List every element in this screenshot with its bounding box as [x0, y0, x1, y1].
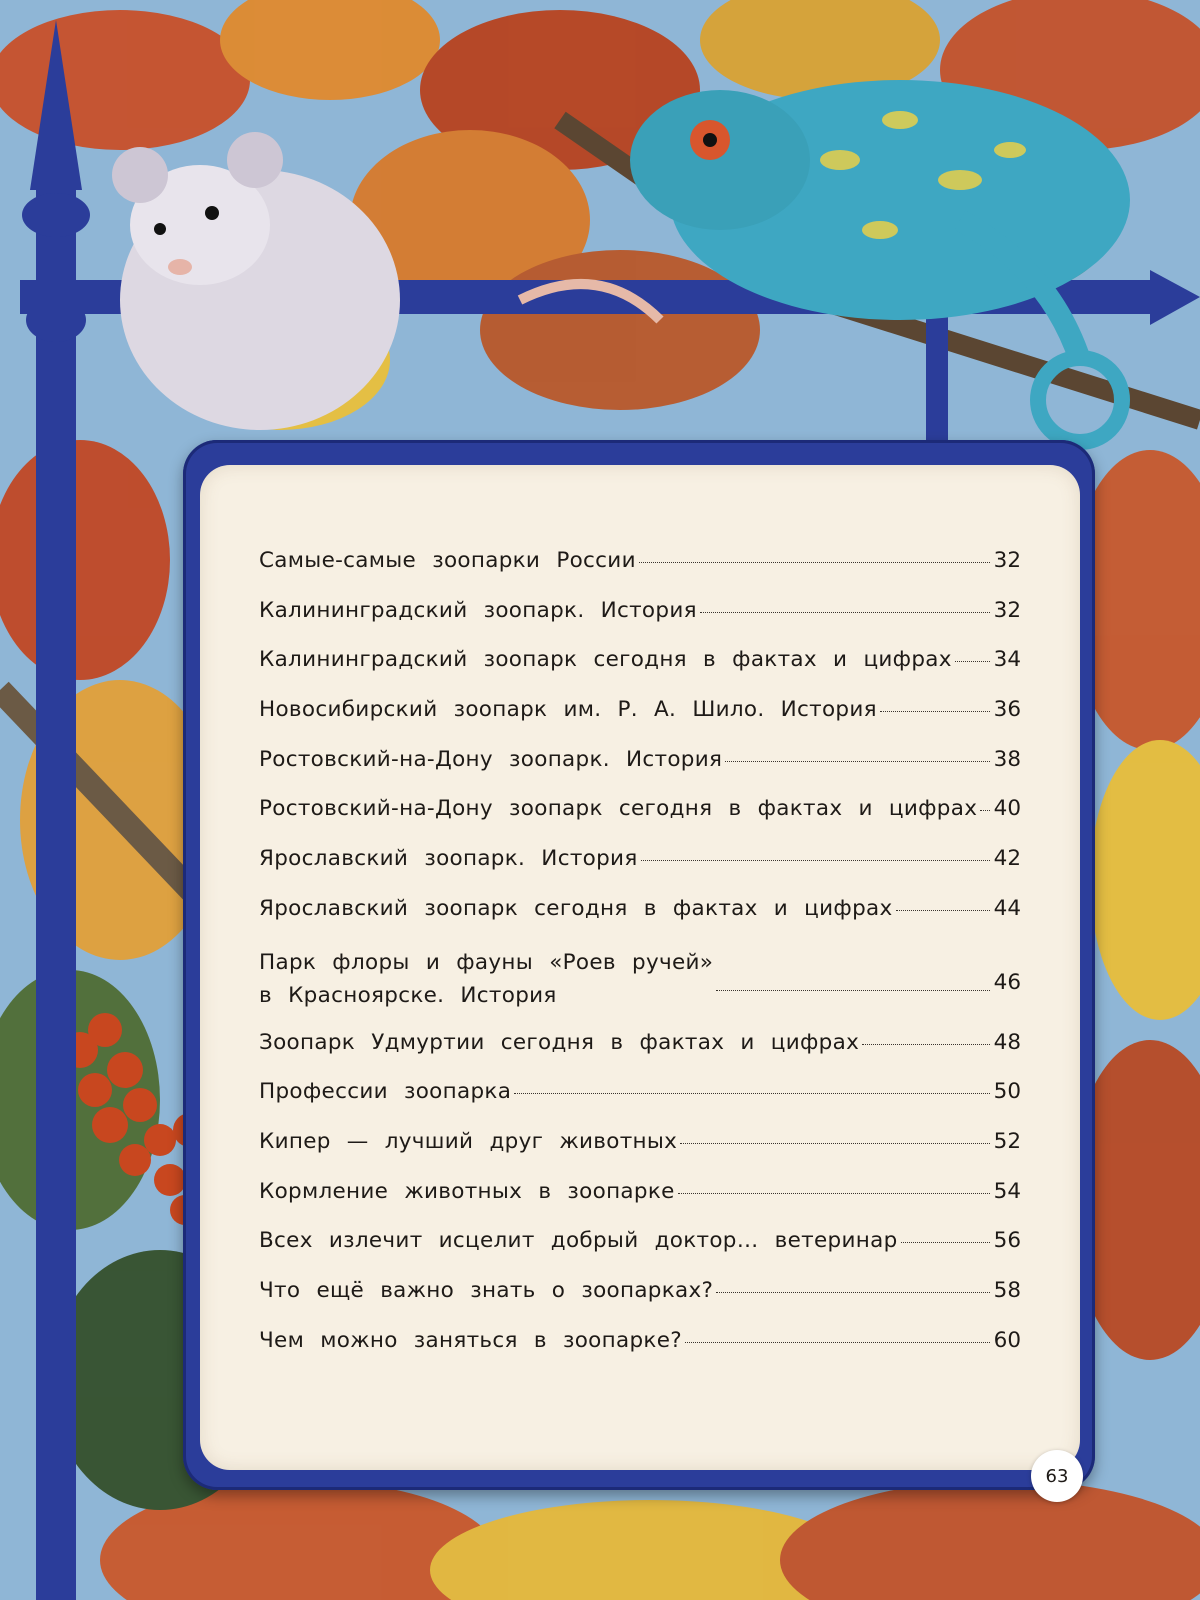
toc-entry[interactable]	[259, 1179, 1021, 1229]
toc-entry-page: 34	[993, 647, 1021, 673]
toc-entry-title: Самые-самые зоопарки России	[259, 548, 636, 573]
toc-entry-title: Новосибирский зоопарк им. Р. А. Шило. История	[259, 697, 877, 723]
toc-entry-page: 38	[993, 746, 1021, 772]
dot-leader	[678, 1193, 990, 1194]
toc-entry-title: Ярославский зоопарк сегодня в фактах и цифрах	[259, 895, 893, 921]
toc-entry[interactable]	[259, 697, 1021, 747]
toc-entry-page: 44	[993, 895, 1021, 921]
toc-entry-page: 58	[993, 1277, 1021, 1303]
dot-leader	[980, 810, 990, 811]
toc-entry[interactable]	[259, 1328, 1021, 1378]
toc-entry-page: 32	[993, 548, 1021, 573]
toc-entry-title: Калининградский зоопарк. История	[259, 597, 697, 623]
toc-entry[interactable]	[259, 796, 1021, 846]
toc-entry[interactable]	[259, 1030, 1021, 1080]
dot-leader	[641, 860, 990, 861]
dot-leader	[896, 910, 990, 911]
dot-leader	[716, 1292, 990, 1293]
dot-leader	[716, 990, 990, 991]
toc-entry-title: Ярославский зоопарк. История	[259, 846, 638, 872]
dot-leader	[639, 562, 990, 563]
toc-entry-title: Всех излечит исцелит добрый доктор… ветеринар	[259, 1228, 898, 1254]
dot-leader	[880, 711, 990, 712]
toc-entry[interactable]	[259, 598, 1021, 648]
toc-entry[interactable]	[259, 1079, 1021, 1129]
toc-entry-title: Зоопарк Удмуртии сегодня в фактах и цифрах	[259, 1029, 860, 1055]
toc-entry[interactable]	[259, 896, 1021, 946]
toc-entry-page: 48	[993, 1029, 1021, 1055]
table-of-contents	[259, 548, 1021, 1377]
toc-entry[interactable]	[259, 1129, 1021, 1179]
toc-entry-title: Что ещё важно знать о зоопарках?	[259, 1277, 714, 1303]
toc-entry-title: Кормление животных в зоопарке	[259, 1178, 675, 1204]
toc-entry-page: 40	[993, 796, 1021, 822]
dot-leader	[514, 1093, 990, 1094]
dot-leader	[685, 1342, 990, 1343]
toc-entry-title: Кипер — лучший друг животных	[259, 1128, 678, 1154]
toc-entry[interactable]	[259, 747, 1021, 797]
dot-leader	[955, 661, 990, 662]
toc-entry-page: 32	[993, 597, 1021, 623]
toc-entry[interactable]	[259, 548, 1021, 598]
toc-entry[interactable]	[259, 647, 1021, 697]
toc-entry-title: Чем можно заняться в зоопарке?	[259, 1327, 682, 1353]
toc-entry-page: 56	[993, 1228, 1021, 1254]
toc-entry-page: 42	[993, 846, 1021, 872]
toc-entry-page: 50	[993, 1079, 1021, 1105]
dot-leader	[725, 761, 990, 762]
toc-entry[interactable]	[259, 1228, 1021, 1278]
toc-entry[interactable]	[259, 946, 1021, 1030]
toc-entry[interactable]	[259, 1278, 1021, 1328]
toc-entry-page: 54	[993, 1178, 1021, 1204]
toc-entry-page: 60	[993, 1327, 1021, 1353]
toc-entry-title: Ростовский-на-Дону зоопарк. История	[259, 746, 723, 772]
toc-entry-page: 36	[993, 697, 1021, 723]
toc-entry-title: Профессии зоопарка	[259, 1079, 512, 1105]
toc-entry-title: Ростовский-на-Дону зоопарк сегодня в фактах и цифрах	[259, 796, 978, 822]
toc-entry-page: 46	[993, 969, 1021, 995]
dot-leader	[901, 1242, 990, 1243]
page-number-badge: 63	[1031, 1450, 1083, 1502]
dot-leader	[862, 1044, 990, 1045]
dot-leader	[700, 612, 990, 613]
toc-entry[interactable]	[259, 846, 1021, 896]
toc-entry-page: 52	[993, 1128, 1021, 1154]
toc-entry-title: Парк флоры и фауны «Роев ручей» в Красноярске. История	[259, 949, 714, 1008]
dot-leader	[680, 1143, 990, 1144]
toc-entry-title: Калининградский зоопарк сегодня в фактах и цифрах	[259, 647, 952, 673]
